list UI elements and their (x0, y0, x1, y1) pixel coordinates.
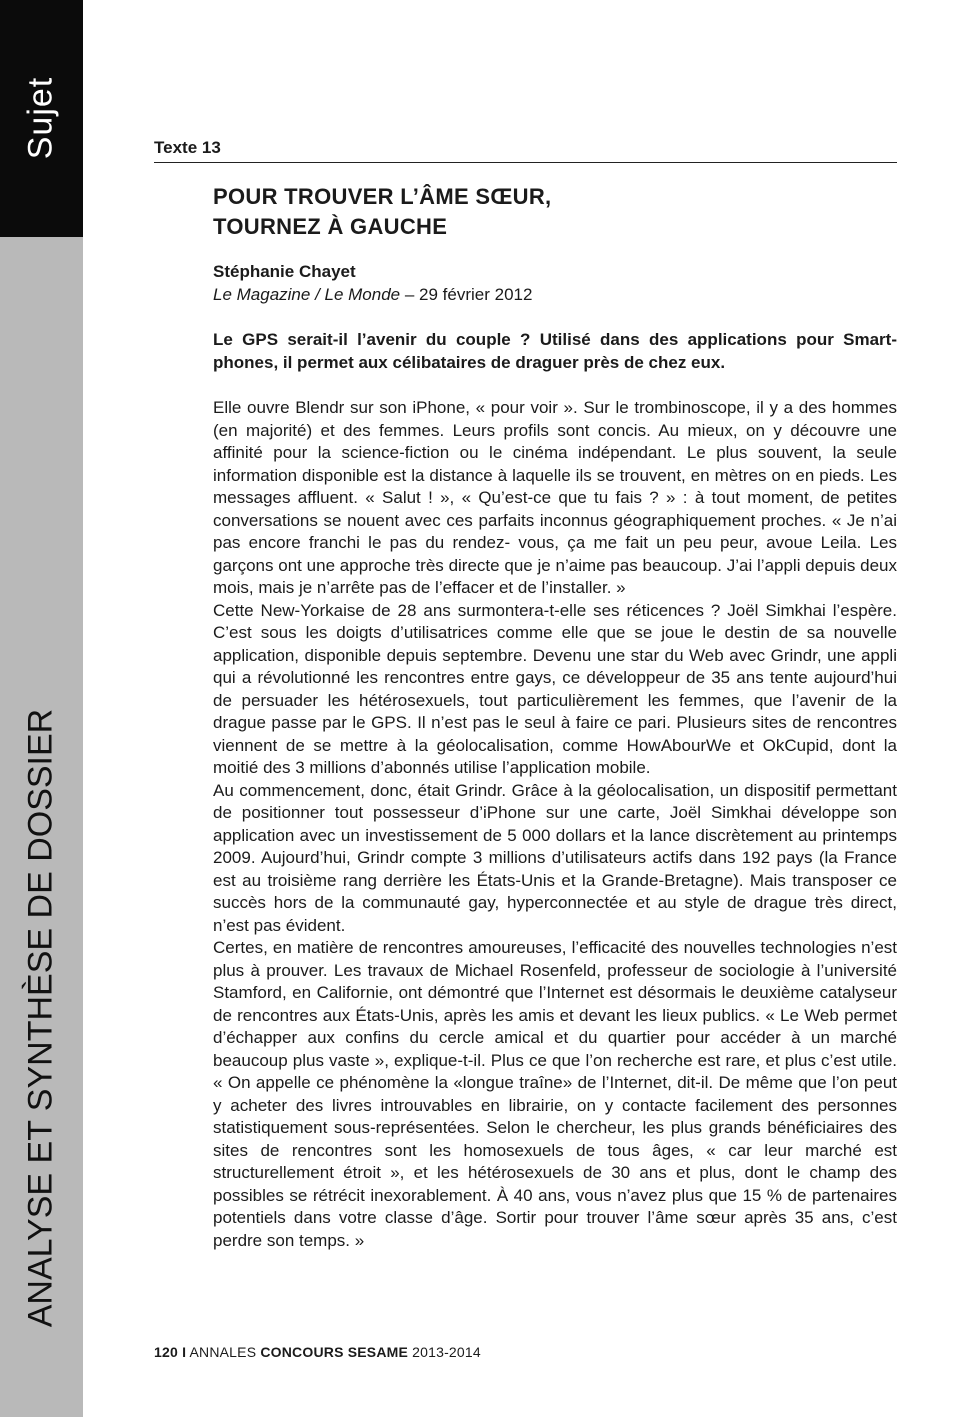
sidebar-section-label: ANALYSE ET SYNTHÈSE DE DOSSIER (21, 708, 60, 1328)
article-title (213, 182, 897, 242)
paragraph: Elle ouvre Blendr sur son iPhone, « pour voir ». Sur le trombinoscope, il y a des hommes (en majorité) et des femmes. Leurs profils sont concis. Au mieux, on y découvre une affinité pour la science-fiction ou le cinéma indépendant. Le plus souvent, la seule information disponible est la distance à laquelle ils se trouvent, en mètres on en pieds. Les messages affluent. « Salut ! », « Qu’est-ce que tu fais ? » : à tout moment, de petites conversations se nouent avec ces parfaits inconnus géographiquement proches. « Je n’ai pas encore franchi le pas du rendez- vous, ça me fait un peu peur, avoue Leila. Les garçons ont une approche très directe que je n’aime pas beaucoup. J’ai l’appli depuis deux mois, mais je n’arrête pas de l’effacer et de l’installer. » (213, 398, 897, 597)
paragraph: Certes, en matière de rencontres amoureuses, l’efficacité des nouvelles technologies n’est plus à prouver. Les travaux de Michael Rosenfeld, professeur de sociologie à l’université Stamford, en Californie, ont démontré que l’Internet est désormais le deuxième catalyseur de rencontres aux États-Unis, après les amis et devant les lieux publics. « Le Web permet d’échapper aux confins du cercle amical et du quartier pour accéder à un marché beaucoup plus vaste », explique-t-il. Plus ce que l’on recherche est rare, et plus c’est utile. « On appelle ce phénomène la «longue traîne» de l’Internet, dit-il. De même que l’on peut y acheter des livres introuvables en librairie, on y contacte facilement des personnes statistiquement sous-représentées. Selon le chercheur, les plus grands bénéficiaires des sites de rencontres sont les homosexuels de tous âges, « car leur marché est structurellement étroit », et les hétérosexuels de 30 ans et plus, dont le champ des possibles se rétrécit inexorablement. À 40 ans, vous n’avez plus que 15 % de partenaires potentiels dans votre classe d’âge. Sortir pour trouver l’âme sœur après 35 ans, c’est perdre son temps. » (213, 938, 897, 1250)
article-title-line-1: POUR TROUVER L’ÂME SŒUR, (213, 184, 552, 209)
page-number: 120 (154, 1344, 178, 1360)
footer-concours: CONCOURS SESAME (260, 1344, 409, 1360)
article-author: Stéphanie Chayet (213, 262, 356, 281)
texte-number: Texte 13 (154, 138, 221, 157)
page-footer (154, 1344, 481, 1360)
article-lead: Le GPS serait-il l’avenir du couple ? Utilisé dans des applications pour Smartphones, il permet aux célibataires de draguer près de chez eux. (213, 330, 897, 372)
paragraph: Cette New-Yorkaise de 28 ans surmontera-t-elle ses réticences ? Joël Simkhai l’espère. C’est sous les doigts d’utilisatrices comme elle que se joue le destin de sa nouvelle application, disponible depuis septembre. Devenu une star du Web avec Grindr, une appli qui a révolutionné les rencontres entre gays, ce développeur de 35 ans tente aujourd’hui de persuader les hétérosexuels, tout particulièrement les femmes, que l’avenir de la drague passe par le GPS. Il n’est pas le seul à faire ce pari. Plusieurs sites de rencontres viennent de se mettre à la géolocalisation, comme HowAbourWe et OkCupid, dont la moitié des 3 millions d’abonnés utilise l’application mobile. (213, 600, 897, 777)
sidebar-sujet-label: Sujet (21, 76, 60, 160)
paragraph: Au commencement, donc, était Grindr. Grâce à la géolocalisation, un dispositif permettant de positionner tout possesseur d’iPhone sur une carte, Joël Simkhai développe son application avec un investissement de 5 000 dollars et la lance discrètement au printemps 2009. Aujourd’hui, Grindr compte 3 millions d’utilisateurs actifs dans 192 pays (la France est au troisième rang derrière les États-Unis et la Grande-Bretagne). Mais transposer ce succès hors de la communauté gay, hyperconnectée et au style de drague très direct, n’est pas évident. (213, 780, 897, 935)
article-title-line-2: TOURNEZ À GAUCHE (213, 214, 448, 239)
footer-annales: ANNALES (189, 1344, 257, 1360)
footer-separator: I (182, 1344, 187, 1360)
article-source (213, 285, 532, 305)
source-date: – 29 février 2012 (400, 285, 533, 304)
footer-years: 2013-2014 (412, 1344, 481, 1360)
article-body (213, 397, 897, 1252)
source-publication: Le Magazine / Le Monde (213, 285, 401, 304)
header-rule (154, 162, 897, 163)
